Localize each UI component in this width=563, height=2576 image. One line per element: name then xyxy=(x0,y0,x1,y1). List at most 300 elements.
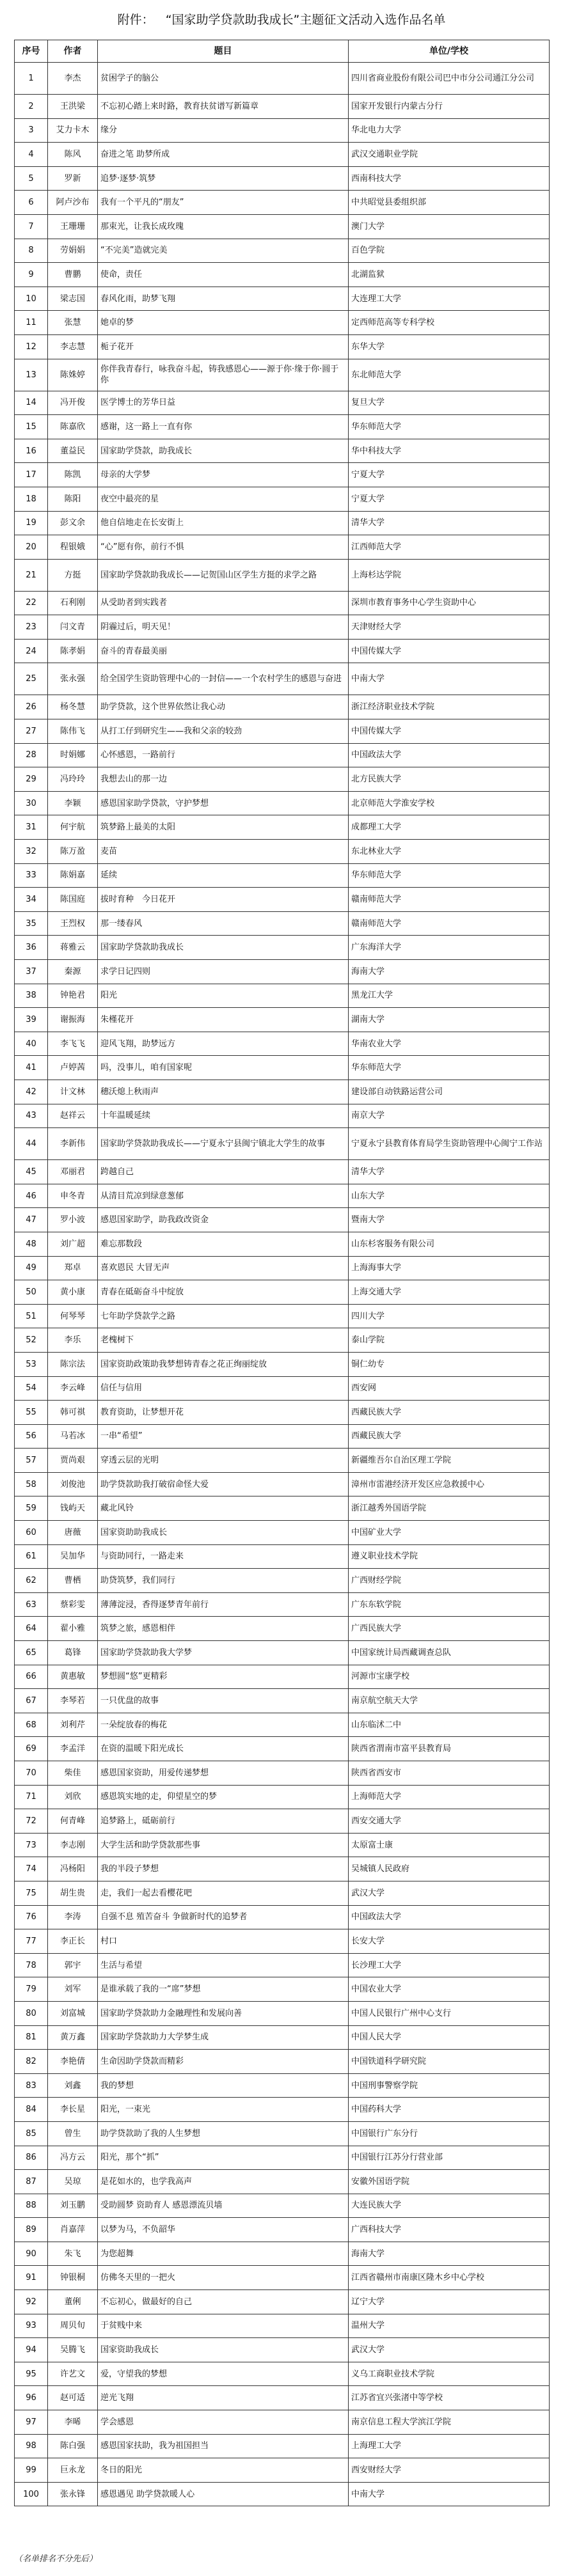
row-unit: 义乌工商职业技术学院 xyxy=(349,2362,550,2386)
row-title: 感恩国家助学贷款，守护梦想 xyxy=(98,791,349,815)
table-row xyxy=(15,1617,550,1641)
row-unit: 成都理工大学 xyxy=(349,815,550,840)
row-unit: 江西省赣州市南康区隆木乡中心学校 xyxy=(349,2266,550,2290)
row-title: 迎风飞翔，助梦远方 xyxy=(98,1032,349,1056)
table-row xyxy=(15,535,550,560)
table-row xyxy=(15,1641,550,1665)
row-title: 那一缕春风 xyxy=(98,911,349,936)
row-unit: 华中科技大学 xyxy=(349,439,550,463)
row-unit: 中南大学 xyxy=(349,2482,550,2506)
table-row xyxy=(15,1472,550,1496)
table-row xyxy=(15,1929,550,1954)
table-row xyxy=(15,639,550,663)
row-unit: 西安财经大学 xyxy=(349,2458,550,2483)
row-number: 64 xyxy=(15,1617,48,1641)
row-author: 计文林 xyxy=(48,1080,98,1104)
row-number: 61 xyxy=(15,1544,48,1569)
row-title: 她卓的梦 xyxy=(98,311,349,335)
row-number: 31 xyxy=(15,815,48,840)
table-row xyxy=(15,1256,550,1280)
row-number: 99 xyxy=(15,2458,48,2483)
row-number: 21 xyxy=(15,559,48,591)
row-number: 38 xyxy=(15,984,48,1008)
row-title: 奋斗的青春最美丽 xyxy=(98,639,349,663)
row-number: 89 xyxy=(15,2218,48,2242)
row-number: 71 xyxy=(15,1785,48,1809)
row-unit: 南京航空航天大学 xyxy=(349,1689,550,1713)
row-author: 刘俊池 xyxy=(48,1472,98,1496)
row-title: 大学生活和助学贷款那些事 xyxy=(98,1833,349,1857)
row-unit: 建设部自动铁路运营公司 xyxy=(349,1080,550,1104)
table-row xyxy=(15,1184,550,1208)
row-number: 20 xyxy=(15,535,48,560)
row-title: 国家资助助我成长 xyxy=(98,1521,349,1545)
row-title: 教育资助，让梦想开花 xyxy=(98,1401,349,1425)
row-author: 巨永龙 xyxy=(48,2458,98,2483)
table-row xyxy=(15,1881,550,1905)
table-row xyxy=(15,2386,550,2410)
row-title: 难忘那数段 xyxy=(98,1232,349,1256)
row-title: 助学贷款，这个世界依然让我心动 xyxy=(98,695,349,719)
row-title: 逆光飞翔 xyxy=(98,2386,349,2410)
row-number: 80 xyxy=(15,2001,48,2025)
row-unit: 清华大学 xyxy=(349,511,550,535)
table-row xyxy=(15,415,550,439)
row-title: 母亲的大学梦 xyxy=(98,463,349,487)
row-unit: 宁夏永宁县教育体育局学生资助管理中心闽宁工作站 xyxy=(349,1128,550,1160)
row-author: 李涛 xyxy=(48,1905,98,1929)
row-author: 冯开俊 xyxy=(48,391,98,415)
table-row xyxy=(15,911,550,936)
row-title: 是花如水的，也学我高声 xyxy=(98,2170,349,2194)
table-row xyxy=(15,815,550,840)
table-row xyxy=(15,1761,550,1786)
row-author: 董俐 xyxy=(48,2290,98,2314)
row-number: 13 xyxy=(15,359,48,391)
row-unit: 深圳市教育事务中心学生资助中心 xyxy=(349,591,550,615)
row-number: 51 xyxy=(15,1304,48,1328)
row-title: 贫困学子的脑公 xyxy=(98,63,349,95)
row-title: 一朵绽放春的梅花 xyxy=(98,1713,349,1737)
row-unit: 天津财经大学 xyxy=(349,615,550,640)
row-unit: 海南大学 xyxy=(349,2242,550,2266)
row-author: 王烈权 xyxy=(48,911,98,936)
row-author: 王洪梁 xyxy=(48,95,98,119)
row-author: 陈风 xyxy=(48,143,98,167)
row-number: 24 xyxy=(15,639,48,663)
row-number: 94 xyxy=(15,2338,48,2362)
row-title: 栀子花开 xyxy=(98,334,349,359)
row-title: 心怀感恩，一路前行 xyxy=(98,743,349,767)
row-unit: 北湖监狱 xyxy=(349,263,550,287)
row-unit: 华东师范大学 xyxy=(349,1056,550,1080)
table-row xyxy=(15,888,550,912)
header-number: 序号 xyxy=(15,40,48,63)
table-row xyxy=(15,1032,550,1056)
award-list-table xyxy=(14,40,550,2506)
row-title: “心”愿有你，前行不惧 xyxy=(98,535,349,560)
row-unit: 中国传媒大学 xyxy=(349,639,550,663)
row-number: 18 xyxy=(15,487,48,511)
row-number: 36 xyxy=(15,936,48,960)
row-number: 39 xyxy=(15,1008,48,1032)
row-title: 阳光 xyxy=(98,984,349,1008)
row-unit: 遵义职业技术学院 xyxy=(349,1544,550,1569)
table-row xyxy=(15,615,550,640)
row-unit: 复旦大学 xyxy=(349,391,550,415)
row-unit: 江苏省宜兴张渚中等学校 xyxy=(349,2386,550,2410)
table-row xyxy=(15,214,550,239)
row-title: 受助圆梦 资助育人 感恩漂流贝墙 xyxy=(98,2194,349,2218)
row-title: 奋进之笔 助梦所成 xyxy=(98,143,349,167)
table-header-row xyxy=(15,40,550,63)
row-title: 医学博士的芳华日益 xyxy=(98,391,349,415)
row-unit: 浙江越秀外国语学院 xyxy=(349,1496,550,1521)
row-title: 国家助学贷款助我成长——宁夏永宁县闽宁镇北大学生的故事 xyxy=(98,1128,349,1160)
row-title: 我的梦想 xyxy=(98,2073,349,2098)
table-row xyxy=(15,695,550,719)
row-author: 刘玉鹏 xyxy=(48,2194,98,2218)
row-number: 12 xyxy=(15,334,48,359)
row-number: 10 xyxy=(15,287,48,311)
row-title: 我想去山的那一边 xyxy=(98,767,349,792)
row-author: 陈凯 xyxy=(48,463,98,487)
row-unit: 太原富士康 xyxy=(349,1833,550,1857)
row-number: 2 xyxy=(15,95,48,119)
row-title: 他自信地走在长安街上 xyxy=(98,511,349,535)
row-title: 藏北风铃 xyxy=(98,1496,349,1521)
row-author: 冯玲玲 xyxy=(48,767,98,792)
row-number: 1 xyxy=(15,63,48,95)
row-author: 陈姝婷 xyxy=(48,359,98,391)
row-number: 19 xyxy=(15,511,48,535)
table-row xyxy=(15,263,550,287)
row-author: 吴琼 xyxy=(48,2170,98,2194)
row-title: 筑梦路上最美的太阳 xyxy=(98,815,349,840)
row-author: 朱飞 xyxy=(48,2242,98,2266)
row-number: 47 xyxy=(15,1208,48,1232)
table-row xyxy=(15,1208,550,1232)
table-row xyxy=(15,2458,550,2483)
row-unit: 华东师范大学 xyxy=(349,415,550,439)
row-author: 曹鹏 xyxy=(48,263,98,287)
row-author: 方挺 xyxy=(48,559,98,591)
row-unit: 湖南大学 xyxy=(349,1008,550,1032)
row-author: 李云峰 xyxy=(48,1376,98,1401)
row-author: 劳娟娟 xyxy=(48,239,98,263)
row-number: 96 xyxy=(15,2386,48,2410)
row-author: 陈娟嘉 xyxy=(48,863,98,888)
row-number: 85 xyxy=(15,2121,48,2146)
row-author: 时娟娜 xyxy=(48,743,98,767)
row-unit: 江西师范大学 xyxy=(349,535,550,560)
row-unit: 华北电力大学 xyxy=(349,118,550,143)
row-unit: 上海交通大学 xyxy=(349,1280,550,1305)
row-unit: 东北林业大学 xyxy=(349,840,550,864)
row-title: 那束光，让我长成玫瑰 xyxy=(98,214,349,239)
row-title: 助学贷款助了我的人生梦想 xyxy=(98,2121,349,2146)
row-number: 70 xyxy=(15,1761,48,1786)
row-title: 七年助学贷款学之路 xyxy=(98,1304,349,1328)
row-author: 许艺文 xyxy=(48,2362,98,2386)
row-number: 66 xyxy=(15,1665,48,1689)
row-unit: 陕西省西安市 xyxy=(349,1761,550,1786)
row-unit: 黑龙江大学 xyxy=(349,984,550,1008)
table-row xyxy=(15,1905,550,1929)
table-row xyxy=(15,191,550,215)
row-author: 罗新 xyxy=(48,166,98,191)
row-number: 34 xyxy=(15,888,48,912)
table-row xyxy=(15,2338,550,2362)
row-number: 28 xyxy=(15,743,48,767)
row-author: 李乐 xyxy=(48,1328,98,1353)
row-author: 刘富城 xyxy=(48,2001,98,2025)
row-unit: 西安交通大学 xyxy=(349,1809,550,1834)
row-author: 赵祥云 xyxy=(48,1104,98,1128)
row-author: 陈白强 xyxy=(48,2434,98,2458)
row-number: 60 xyxy=(15,1521,48,1545)
row-unit: 南京大学 xyxy=(349,1104,550,1128)
row-number: 56 xyxy=(15,1424,48,1449)
row-title: 筑梦之旅，感恩相伴 xyxy=(98,1617,349,1641)
table-row xyxy=(15,2001,550,2025)
row-author: 何宇航 xyxy=(48,815,98,840)
row-number: 55 xyxy=(15,1401,48,1425)
table-row xyxy=(15,143,550,167)
table-row xyxy=(15,1232,550,1256)
row-number: 42 xyxy=(15,1080,48,1104)
row-number: 14 xyxy=(15,391,48,415)
row-unit: 山东大学 xyxy=(349,1184,550,1208)
row-number: 26 xyxy=(15,695,48,719)
row-title: 与资助同行，一路走来 xyxy=(98,1544,349,1569)
row-unit: 北京师范大学淮安学校 xyxy=(349,791,550,815)
row-unit: 上海师范大学 xyxy=(349,1785,550,1809)
table-row xyxy=(15,2146,550,2170)
row-unit: 安徽外国语学院 xyxy=(349,2170,550,2194)
row-number: 68 xyxy=(15,1713,48,1737)
table-row xyxy=(15,439,550,463)
row-title: 十年温暖延续 xyxy=(98,1104,349,1128)
row-title: 走，我们一起去看樱花吧 xyxy=(98,1881,349,1905)
row-title: 阳光，一束光 xyxy=(98,2098,349,2122)
row-author: 刘军 xyxy=(48,1977,98,2002)
row-title: 梦想圆“悠”更精彩 xyxy=(98,1665,349,1689)
row-title: 以梦为马，不负韶华 xyxy=(98,2218,349,2242)
row-author: 梁志国 xyxy=(48,287,98,311)
table-row xyxy=(15,840,550,864)
table-row xyxy=(15,2073,550,2098)
row-unit: 北方民族大学 xyxy=(349,767,550,792)
row-title: 国家助学贷款，助我成长 xyxy=(98,439,349,463)
row-number: 11 xyxy=(15,311,48,335)
row-title: 跨越自己 xyxy=(98,1160,349,1184)
table-row xyxy=(15,1304,550,1328)
row-unit: 漳州市雷港经济开发区应急救援中心 xyxy=(349,1472,550,1496)
row-author: 王珊珊 xyxy=(48,214,98,239)
table-row xyxy=(15,2025,550,2050)
row-title: 感谢，这一路上一直有你 xyxy=(98,415,349,439)
table-row xyxy=(15,1569,550,1593)
row-author: 李志慧 xyxy=(48,334,98,359)
row-unit: 西安网 xyxy=(349,1376,550,1401)
row-unit: 澳门大学 xyxy=(349,214,550,239)
row-number: 29 xyxy=(15,767,48,792)
row-unit: 华东师范大学 xyxy=(349,863,550,888)
table-row xyxy=(15,2482,550,2506)
row-number: 23 xyxy=(15,615,48,640)
row-number: 67 xyxy=(15,1689,48,1713)
row-author: 李长星 xyxy=(48,2098,98,2122)
row-title: 穗沃熄上秋雨声 xyxy=(98,1080,349,1104)
row-number: 72 xyxy=(15,1809,48,1834)
row-unit: 浙江经济职业技术学院 xyxy=(349,695,550,719)
row-author: 阿卢沙布 xyxy=(48,191,98,215)
row-number: 75 xyxy=(15,1881,48,1905)
table-row xyxy=(15,487,550,511)
row-unit: 广西财经学院 xyxy=(349,1569,550,1593)
table-row xyxy=(15,1833,550,1857)
row-number: 53 xyxy=(15,1352,48,1376)
row-number: 35 xyxy=(15,911,48,936)
table-row xyxy=(15,2242,550,2266)
table-row xyxy=(15,984,550,1008)
row-author: 李孟洋 xyxy=(48,1737,98,1761)
table-row xyxy=(15,1424,550,1449)
row-number: 7 xyxy=(15,214,48,239)
row-number: 41 xyxy=(15,1056,48,1080)
row-author: 卢婷茜 xyxy=(48,1056,98,1080)
row-title: 仿佛冬天里的一把火 xyxy=(98,2266,349,2290)
row-unit: 广东东软学院 xyxy=(349,1592,550,1617)
row-number: 5 xyxy=(15,166,48,191)
row-unit: 长沙理工大学 xyxy=(349,1953,550,1977)
table-row xyxy=(15,1785,550,1809)
row-number: 62 xyxy=(15,1569,48,1593)
table-row xyxy=(15,359,550,391)
row-number: 87 xyxy=(15,2170,48,2194)
row-title: 从受助者到实践者 xyxy=(98,591,349,615)
row-unit: 武汉交通职业学院 xyxy=(349,143,550,167)
row-author: 胡生贵 xyxy=(48,1881,98,1905)
row-number: 63 xyxy=(15,1592,48,1617)
row-number: 16 xyxy=(15,439,48,463)
row-title: 感恩国家资助，用爱传递梦想 xyxy=(98,1761,349,1786)
row-author: 黄惠敏 xyxy=(48,1665,98,1689)
row-author: 艾力卡木 xyxy=(48,118,98,143)
table-row xyxy=(15,1496,550,1521)
row-author: 闫文青 xyxy=(48,615,98,640)
row-title: 感恩国家扶助，我为祖国担当 xyxy=(98,2434,349,2458)
row-title: 冬日的阳光 xyxy=(98,2458,349,2483)
row-author: 郭宇 xyxy=(48,1953,98,1977)
row-number: 90 xyxy=(15,2242,48,2266)
row-title: 从清目荒凉到绿意葱郁 xyxy=(98,1184,349,1208)
row-unit: 中国农业大学 xyxy=(349,1977,550,2002)
row-number: 76 xyxy=(15,1905,48,1929)
table-row xyxy=(15,559,550,591)
table-row xyxy=(15,1521,550,1545)
table-row xyxy=(15,1376,550,1401)
table-row xyxy=(15,719,550,744)
table-row xyxy=(15,1160,550,1184)
row-unit: 东北师范大学 xyxy=(349,359,550,391)
row-author: 李飞飞 xyxy=(48,1032,98,1056)
row-title: 在资的温暖下阳光成长 xyxy=(98,1737,349,1761)
row-title: 阳光，那个“抓” xyxy=(98,2146,349,2170)
row-author: 黄小康 xyxy=(48,1280,98,1305)
table-row xyxy=(15,1008,550,1032)
table-row xyxy=(15,2050,550,2074)
table-row xyxy=(15,2218,550,2242)
row-title: 薄薄淀浸，香得逐梦青年前行 xyxy=(98,1592,349,1617)
table-row xyxy=(15,1056,550,1080)
row-unit: 长安大学 xyxy=(349,1929,550,1954)
row-author: 张永锋 xyxy=(48,2482,98,2506)
row-author: 刘广超 xyxy=(48,1232,98,1256)
table-row xyxy=(15,791,550,815)
row-number: 73 xyxy=(15,1833,48,1857)
row-number: 81 xyxy=(15,2025,48,2050)
row-title: 国家资助政策助我梦想铸青春之花正绚丽绽放 xyxy=(98,1352,349,1376)
table-row xyxy=(15,960,550,984)
row-title: 缘分 xyxy=(98,118,349,143)
table-row xyxy=(15,2121,550,2146)
row-number: 3 xyxy=(15,118,48,143)
row-number: 37 xyxy=(15,960,48,984)
row-number: 27 xyxy=(15,719,48,744)
row-unit: 大连民族大学 xyxy=(349,2194,550,2218)
table-body xyxy=(15,63,550,2506)
header-author: 作者 xyxy=(48,40,98,63)
row-unit: 赣南师范大学 xyxy=(349,888,550,912)
row-title: 求学日记四则 xyxy=(98,960,349,984)
row-unit: 辽宁大学 xyxy=(349,2290,550,2314)
row-unit: 暨南大学 xyxy=(349,1208,550,1232)
row-unit: 上海杉达学院 xyxy=(349,559,550,591)
row-number: 43 xyxy=(15,1104,48,1128)
table-row xyxy=(15,118,550,143)
row-number: 92 xyxy=(15,2290,48,2314)
row-author: 李新伟 xyxy=(48,1128,98,1160)
row-author: 陈孝娟 xyxy=(48,639,98,663)
row-unit: 武汉大学 xyxy=(349,1881,550,1905)
row-unit: 中南大学 xyxy=(349,663,550,695)
row-title: 于贫贱中来 xyxy=(98,2314,349,2338)
row-author: 李晞 xyxy=(48,2410,98,2435)
row-title: 国家助学贷款助我成长 xyxy=(98,936,349,960)
row-number: 4 xyxy=(15,143,48,167)
table-row xyxy=(15,511,550,535)
table-row xyxy=(15,1977,550,2002)
row-unit: 广西民族大学 xyxy=(349,1617,550,1641)
row-title: “不完美”造就完美 xyxy=(98,239,349,263)
row-unit: 中国银行广东分行 xyxy=(349,2121,550,2146)
header-unit: 单位/学校 xyxy=(349,40,550,63)
row-author: 何青峰 xyxy=(48,1809,98,1834)
row-unit: 中国人民大学 xyxy=(349,2025,550,2050)
row-number: 83 xyxy=(15,2073,48,2098)
row-number: 30 xyxy=(15,791,48,815)
row-author: 钟艳君 xyxy=(48,984,98,1008)
row-author: 石利刚 xyxy=(48,591,98,615)
row-title: 穿透云层的光明 xyxy=(98,1449,349,1473)
row-title: 是谁承载了我的一“席”梦想 xyxy=(98,1977,349,2002)
table-row xyxy=(15,2098,550,2122)
row-title: 国家助学贷款助我大学梦 xyxy=(98,1641,349,1665)
row-title: 信任与信用 xyxy=(98,1376,349,1401)
row-number: 74 xyxy=(15,1857,48,1881)
